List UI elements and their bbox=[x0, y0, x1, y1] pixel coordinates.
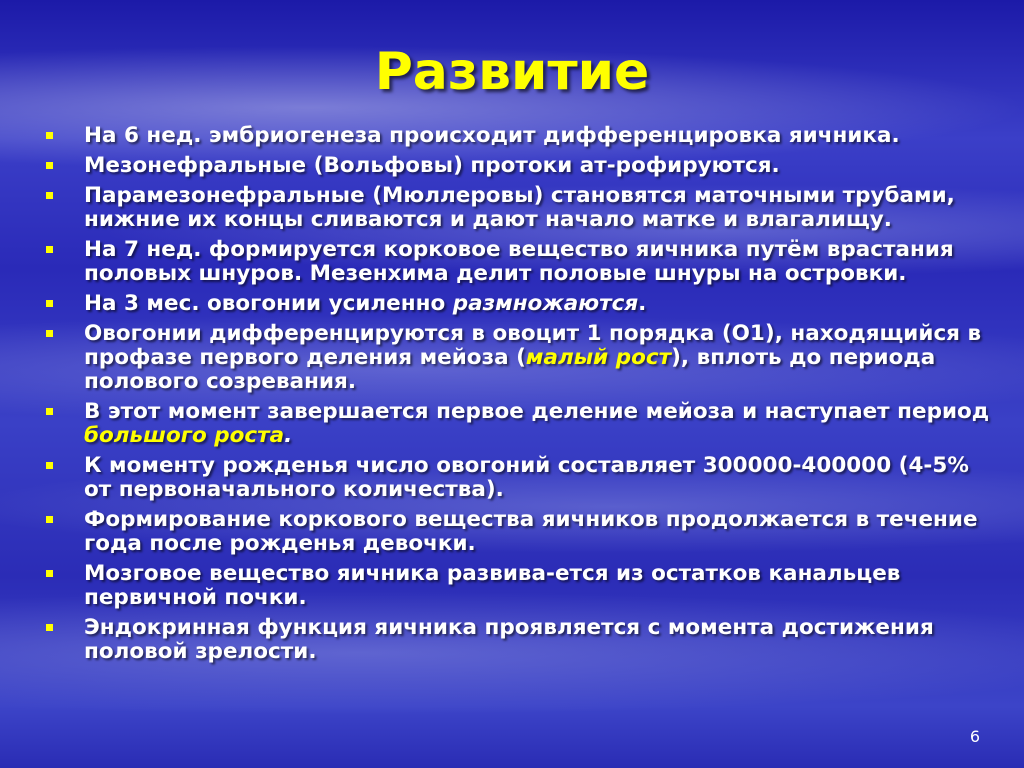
item-text: К моменту рожденья число овогоний составляет 300000-400000 (4-5% от первоначального количества). bbox=[84, 453, 969, 502]
item-highlight: большого роста bbox=[84, 423, 285, 448]
item-text: Овогонии дифференцируются в овоцит 1 порядка (О1), находящийся в профазе первого деления мейоза ( bbox=[84, 321, 982, 370]
square-bullet-icon bbox=[46, 132, 53, 139]
item-text: Эндокринная функция яичника проявляется с момента достижения половой зрелости. bbox=[84, 615, 934, 664]
list-item bbox=[46, 184, 996, 232]
bullet-list bbox=[46, 124, 996, 670]
square-bullet-icon bbox=[46, 300, 53, 307]
square-bullet-icon bbox=[46, 246, 53, 253]
list-item bbox=[46, 616, 996, 664]
page-number: 6 bbox=[969, 727, 980, 746]
item-text: На 7 нед. формируется корковое вещество яичника путём врастания половых шнуров. Мезенхима делит половые шнуры на островки. bbox=[84, 237, 954, 286]
list-item bbox=[46, 292, 996, 316]
list-item bbox=[46, 454, 996, 502]
item-text: На 3 мес. овогонии усиленно bbox=[84, 291, 453, 316]
square-bullet-icon bbox=[46, 162, 53, 169]
list-item bbox=[46, 508, 996, 556]
square-bullet-icon bbox=[46, 192, 53, 199]
list-item bbox=[46, 124, 996, 148]
item-text: Формирование коркового вещества яичников продолжается в течение года после рожденья девочки. bbox=[84, 507, 978, 556]
list-item bbox=[46, 238, 996, 286]
list-item bbox=[46, 154, 996, 178]
item-text: . bbox=[638, 291, 647, 316]
square-bullet-icon bbox=[46, 330, 53, 337]
item-text: На 6 нед. эмбриогенеза происходит дифференцировка яичника. bbox=[84, 123, 900, 148]
square-bullet-icon bbox=[46, 570, 53, 577]
square-bullet-icon bbox=[46, 516, 53, 523]
slide-title: Развитие bbox=[374, 42, 650, 102]
square-bullet-icon bbox=[46, 624, 53, 631]
square-bullet-icon bbox=[46, 408, 53, 415]
list-item bbox=[46, 400, 996, 448]
item-emphasis: размножаются bbox=[452, 291, 639, 316]
item-text: Парамезонефральные (Мюллеровы) становятся маточными трубами, нижние их концы сливаются и дают начало матке и влагалищу. bbox=[84, 183, 955, 232]
square-bullet-icon bbox=[46, 462, 53, 469]
item-text: Мезонефральные (Вольфовы) протоки ат-рофируются. bbox=[84, 153, 780, 178]
item-text: Мозговое вещество яичника развива-ется из остатков канальцев первичной почки. bbox=[84, 561, 901, 610]
item-text: ), вплоть до периода полового созревания. bbox=[84, 345, 936, 394]
item-highlight: малый рост bbox=[525, 345, 672, 370]
item-text: В этот момент завершается первое деление мейоза и наступает период bbox=[84, 399, 990, 424]
item-text: . bbox=[284, 423, 293, 448]
list-item bbox=[46, 322, 996, 394]
list-item bbox=[46, 562, 996, 610]
